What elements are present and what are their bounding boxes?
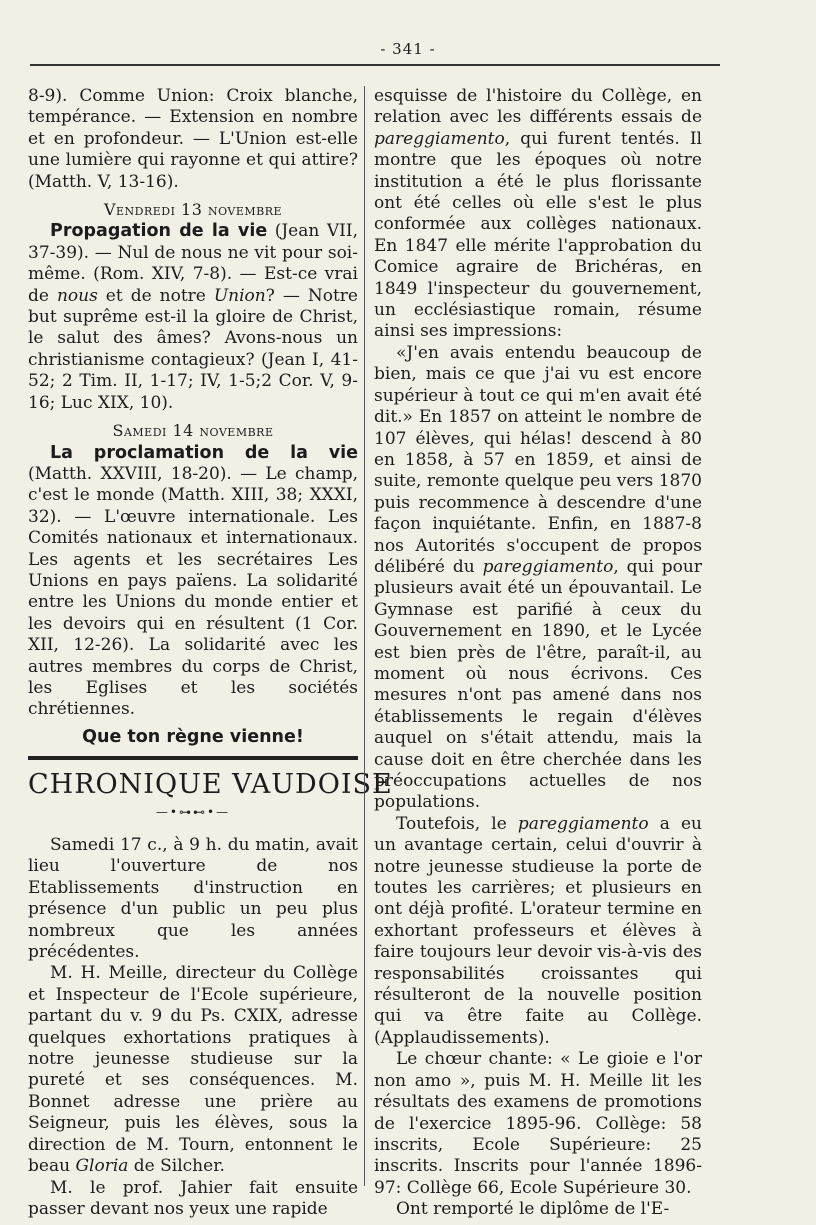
paragraph <box>374 343 702 814</box>
emphasis: pareggiamento <box>517 813 649 834</box>
emphasis: Union <box>213 285 266 306</box>
text-run: , qui pour plusieurs avait été un épouvantail. Le Gymnase est parifié à ceux du Gouvernement en 1890, et le Lycée est bien près de l'être, paraît-il, au moment où nous écrivons. Ces mesures n'ont pas amené dans nos établissements le regain d'élèves auquel on s'était attendu, mais la cause doit en être cherchée dans les préoccupations actuelles de nos populations. <box>374 556 702 813</box>
text-run: de Silcher. <box>128 1156 225 1177</box>
section-rule <box>28 756 358 760</box>
text-run: et de notre <box>97 285 214 306</box>
text-run: esquisse de l'histoire du Collège, en relation avec les différents essais de <box>374 86 702 128</box>
text-run: (Jean VII, 37-39). — Nul de nous ne vit pour soi-même. (Rom. XIV, 7-8). — Est-ce vrai de <box>28 221 358 306</box>
saturday-entry <box>28 443 358 721</box>
paragraph: Le chœur chante: « Le gioie e l'or non amo », puis M. H. Meille lit les résultats des examens de promotions de l'exercice 1895-96. Collège: 58 inscrits, Ecole Supérieure: 25 inscrits. Inscrits pour l'année 1896-97: Collège 66, Ecole Supérieure 30. <box>374 1049 702 1198</box>
emphasis: nous <box>56 285 98 306</box>
text-run: Toutefois, le <box>396 813 518 834</box>
column-divider <box>364 86 365 1186</box>
text-run: M. H. Meille, directeur du Collège et Inspecteur de l'Ecole supérieure, partant du v. 9 du Ps. CXIX, adresse quelques exhortations pratiques à notre jeunesse studieuse sur la pureté et ses conséquences. M. Bonnet adresse une prière au Seigneur, puis les élèves, sous la direction de M. Tourn, entonnent le beau <box>28 963 358 1177</box>
right-column <box>374 86 702 1221</box>
paragraph <box>28 963 358 1177</box>
text-run: a eu un avantage certain, celui d'ouvrir à notre jeunesse studieuse la porte de toutes les carrières; et plusieurs en ont déjà profité. L'orateur termine en exhortant professeurs et élèves à faire toujours leur devoir vis-à-vis des responsabilités croissantes qui résulteront de la nouvelle position qui va être faite au Collège. (Applaudissements). <box>374 813 702 1048</box>
emphasis: Gloria <box>75 1156 129 1177</box>
paragraph <box>374 86 702 343</box>
text-run: , qui furent tentés. Il montre que les époques où notre institution a été le plus florissante ont été celles où elle s'est le plus conformée aux collèges nationaux. En 1847 elle mérite l'approbation du Comice agraire de Brichéras, en 1849 l'inspecteur du gouvernement, un ecclésiastique romain, résume ainsi ses impressions: <box>374 128 702 342</box>
day-title: La proclamation de la vie <box>50 442 358 463</box>
emphasis: pareggiamento <box>482 556 614 577</box>
paragraph: Ont remporté le diplôme de l'E- <box>396 1199 670 1220</box>
emphasis: pareggiamento <box>374 128 505 149</box>
day-heading-friday: Vendredi 13 novembre <box>103 200 283 220</box>
day-heading-saturday: Samedi 14 novembre <box>112 421 274 441</box>
ornament: —•⊶⊷•— <box>155 804 231 819</box>
left-column <box>28 86 393 1220</box>
paragraph: M. le prof. Jahier fait ensuite passer devant nos yeux une rapide <box>28 1177 358 1219</box>
day-title: Propagation de la vie <box>50 221 268 242</box>
paragraph: 8-9). Comme Union: Croix blanche, tempérance. — Extension en nombre et en profondeur. — L'Union est-elle une lumière qui rayonne et qui attire? (Matth. V, 13-16). <box>28 86 358 192</box>
section-title: CHRONIQUE VAUDOISE <box>28 769 393 801</box>
motto: Que ton règne vienne! <box>82 726 304 747</box>
header-rule <box>30 64 720 66</box>
text-run: ? — Notre but suprême est-il la gloire de Christ, le salut des âmes? Avons-nous un christianisme contagieux? (Jean I, 41-52; 2 Tim. II, 1-17; IV, 1-5;2 Cor. V, 9-16; Luc XIX, 10). <box>28 285 358 413</box>
text-run: (Matth. XXVIII, 18-20). — Le champ, c'est le monde (Matth. XIII, 38; XXXI, 32). — L'œuvre internationale. Les Comités nationaux et internationaux. Les agents et les secrétaires Les Unions en pays païens. La solidarité entre les Unions du monde entier et les devoirs qui en résultent (1 Cor. XII, 12-26). La solidarité avec les autres membres du corps de Christ, les Eglises et les sociétés chrétiennes. <box>28 463 358 720</box>
paragraph <box>374 814 702 1049</box>
friday-entry <box>28 221 358 414</box>
text-run: «J'en avais entendu beaucoup de bien, mais ce que j'ai vu est encore supérieur à tout ce qui m'en avait été dit.» En 1857 on atteint le nombre de 107 élèves, qui hélas! descend à 80 en 1858, à 57 en 1859, et ainsi de suite, remonte quelque peu vers 1870 puis recommence à descendre d'une façon inquiétante. Enfin, en 1887-8 nos Autorités s'occupent de propos délibéré du <box>374 342 702 577</box>
paragraph: Samedi 17 c., à 9 h. du matin, avait lieu l'ouverture de nos Etablissements d'instruction en présence d'un public un peu plus nombreux que les années précédentes. <box>28 835 358 963</box>
page-number: - 341 - <box>380 40 436 58</box>
